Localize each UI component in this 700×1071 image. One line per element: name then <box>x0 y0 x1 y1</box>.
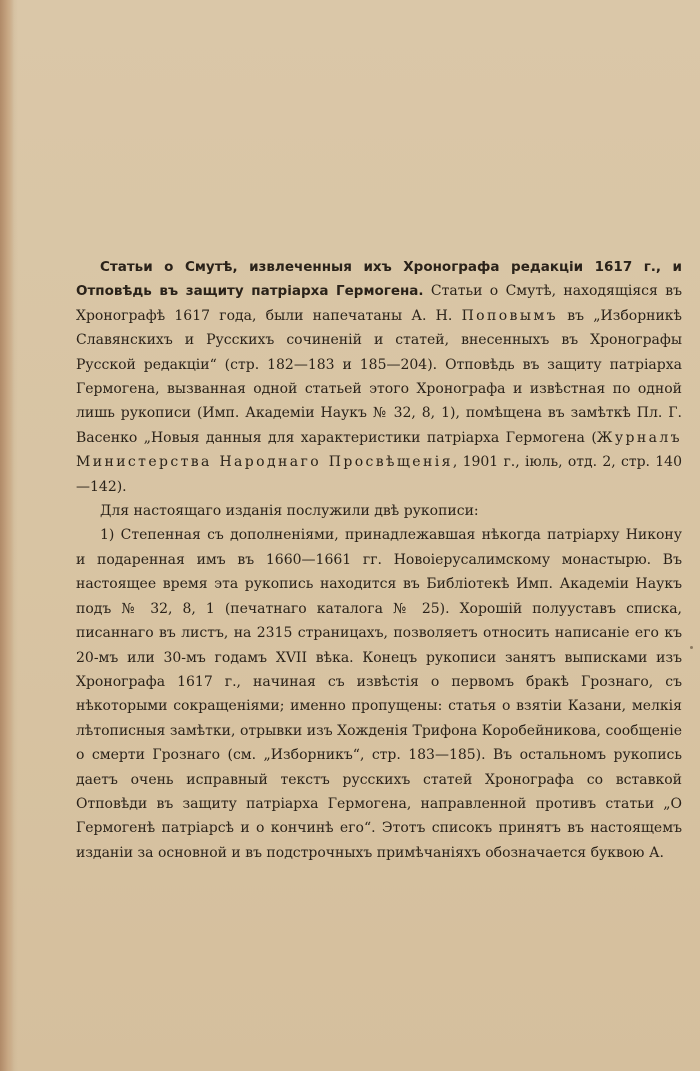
intro-text-part3: , 1901 г., іюль, отд. 2, стр. 140—142). <box>76 454 682 495</box>
paragraph-manuscripts-lead: Для настоящаго изданія послужили двѣ рукописи: <box>100 503 479 520</box>
page-gutter-shadow <box>0 0 14 1071</box>
intro-text-part2: въ „Изборникѣ Славянскихъ и Русскихъ сочиненій и статей, внесенныхъ въ Хронографы Русской редакціи“ (стр. 182—183 и 185—204). Отповѣдь въ защиту патріарха Гермогена, вызванная одной статьей этого Хронографа и извѣстная по одной лишь рукописи (Имп. Академіи Наукъ № 32, 8, 1), помѣщена въ замѣткѣ Пл. Г. Васенко „Новыя данныя для характеристики патріарха Гермогена ( <box>76 307 683 446</box>
author-name: Поповымъ <box>461 307 558 324</box>
page-speck <box>690 646 693 649</box>
body-text <box>76 255 682 865</box>
paragraph-manuscript-1: 1) Степенная съ дополненіями, принадлежавшая нѣкогда патріарху Никону и подаренная имъ въ 1660—1661 гг. Новоіерусалимскому монастырю. Въ настоящее время эта рукопись находится въ Библіотекѣ Имп. Академіи Наукъ подъ № 32, 8, 1 (печатнаго каталога № 25). Хорошій полууставъ списка, писаннаго въ листъ, на 2315 страницахъ, позволяетъ относить написаніе его къ 20-мъ или 30-мъ годамъ XVII вѣка. Конецъ рукописи занятъ выписками изъ Хронографа 1617 г., начиная съ извѣстія о первомъ бракѣ Грознаго, съ нѣкоторыми сокращеніями; именно пропущены: статья о взятіи Казани, мелкія лѣтописныя замѣтки, отрывки изъ Хожденія Трифона Коробейникова, сообщеніе о смерти Грознаго (см. „Изборникъ“, стр. 183—185). Въ остальномъ рукопись даетъ очень исправный текстъ русскихъ статей Хронографа со вставкой Отповѣди въ защиту патріарха Гермогена, направленной противъ статьи „О Гермогенѣ патріарсѣ и о кончинѣ его“. Этотъ списокъ принятъ въ настоящемъ изданіи за основной и въ подстрочныхъ примѣчаніяхъ обозначается буквою А. <box>76 527 682 861</box>
journal-title: Журналъ Министерства Народнаго Просвѣщенія <box>76 429 682 471</box>
intro-text-part1: Статьи о Смутѣ, находящіяся въ Хронографѣ 1617 года, были напечатаны А. Н. <box>76 283 683 324</box>
paragraph-intro <box>76 255 682 499</box>
section-heading: Статьи о Смутѣ, извлеченныя ихъ Хронографа редакціи 1617 г., и Отповѣдь въ защиту патріарха Гермогена. <box>76 259 682 300</box>
